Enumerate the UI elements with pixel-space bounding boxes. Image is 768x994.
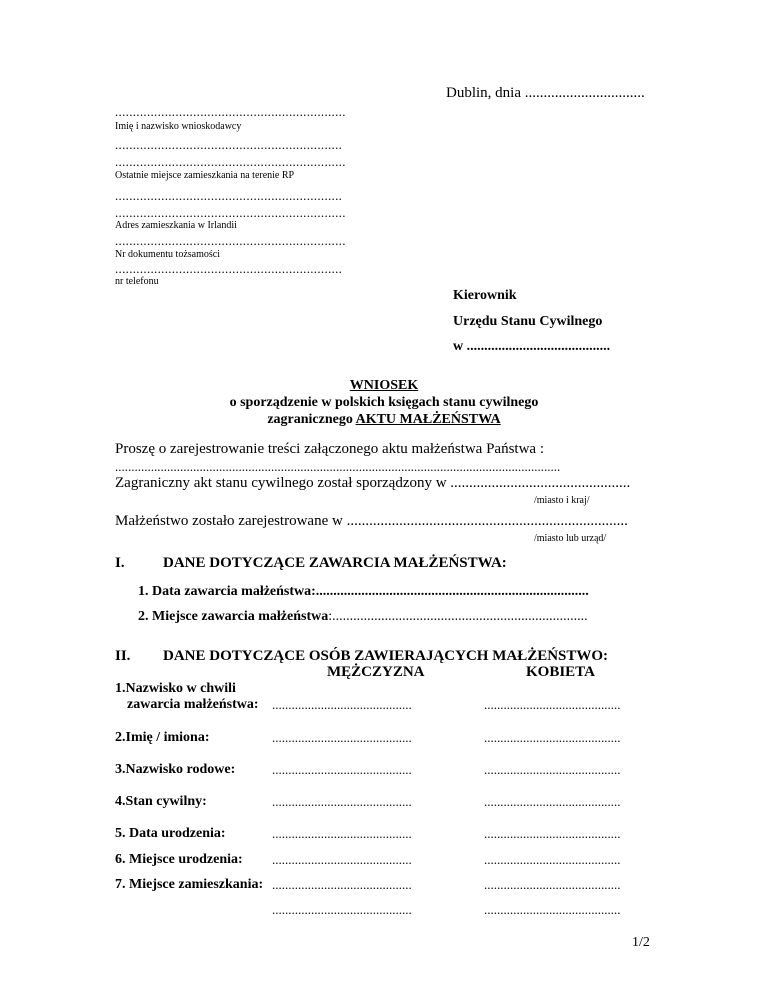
row-label-first-names: 2.Imię / imiona: [115,730,210,745]
subtitle-underlined: AKTU MAŁŻEŃSTWA [355,412,501,427]
row-dots-man: ........................................... [272,697,412,712]
applicant-name-caption: Imię i nazwisko wnioskodawcy [115,121,242,132]
marriage-date-item: 1. Data zawarcia małżeństwa:.............................................................................. [138,584,589,599]
request-text: Proszę o zarejestrowanie treści załączonego aktu małżeństwa Państwa : [115,441,544,457]
foreign-act-caption: /miasto i kraj/ [534,495,590,506]
row-dots-woman: .......................................... [484,730,621,745]
applicant-name-dots: ................................................................. [115,104,346,119]
column-man: MĘŻCZYZNA [327,664,425,680]
marriage-place-item [138,609,588,625]
marriage-place-dots: :......................................................................... [328,609,588,624]
place-date: Dublin, dnia ................................ [446,85,645,101]
recipient-title: Kierownik [453,288,517,303]
last-residence-caption: Ostatnie miejsce zamieszkania na terenie RP [115,170,295,181]
row-label-surname-at-marriage-1: 1.Nazwisko w chwili [115,681,236,696]
section2-heading: DANE DOTYCZĄCE OSÓB ZAWIERAJĄCYCH MAŁŻEŃSTWO: [163,648,609,664]
row-dots-woman: .......................................... [484,877,621,892]
registered-caption: /miasto lub urząd/ [534,533,607,544]
row-dots-woman-extra: .......................................... [484,902,621,917]
last-residence-dots-2: ................................................................. [115,154,346,169]
address-ireland-dots-1: ................................................................ [115,188,343,203]
registered-text: Małżeństwo zostało zarejestrowane w ........................................................................... [115,513,628,529]
id-document-caption: Nr dokumentu tożsamości [115,249,220,260]
row-dots-man: ........................................... [272,730,412,745]
address-ireland-caption: Adres zamieszkania w Irlandii [115,220,237,231]
row-dots-woman: .......................................... [484,852,621,867]
row-dots-woman: .......................................... [484,826,621,841]
row-dots-woman: .......................................... [484,762,621,777]
row-label-surname-at-marriage-2: zawarcia małżeństwa: [127,697,259,712]
row-dots-man: ........................................... [272,877,412,892]
document-subtitle-2 [0,412,768,428]
recipient-office: Urzędu Stanu Cywilnego [453,314,603,329]
row-dots-woman: .......................................... [484,697,621,712]
subtitle-prefix: zagranicznego [267,412,356,427]
couple-dots: ......................................................................................................................................... [115,459,561,474]
row-label-maiden-name: 3.Nazwisko rodowe: [115,762,236,777]
phone-dots: ................................................................ [115,261,343,276]
last-residence-dots-1: ................................................................ [115,137,343,152]
row-label-civil-status: 4.Stan cywilny: [115,794,207,809]
page-number: 1/2 [632,935,650,950]
column-woman: KOBIETA [526,664,595,680]
id-document-dots: ................................................................. [115,233,346,248]
row-dots-man: ........................................... [272,826,412,841]
row-dots-man-extra: ........................................... [272,902,412,917]
row-dots-man: ........................................... [272,852,412,867]
row-label-birth-date: 5. Data urodzenia: [115,826,226,841]
foreign-act-text: Zagraniczny akt stanu cywilnego został sporządzony w ................................................ [115,475,631,491]
row-dots-man: ........................................... [272,762,412,777]
row-label-birth-place: 6. Miejsce urodzenia: [115,852,243,867]
address-ireland-dots-2: ................................................................. [115,205,346,220]
marriage-place-label: 2. Miejsce zawarcia małżeństwa [138,609,329,624]
section1-heading: DANE DOTYCZĄCE ZAWARCIA MAŁŻEŃSTWA: [163,555,507,571]
section2-numeral: II. [115,648,131,664]
document-subtitle-1: o sporządzenie w polskich księgach stanu cywilnego [229,395,539,410]
row-dots-man: ........................................... [272,794,412,809]
recipient-place: w ......................................... [453,339,611,354]
document-title: WNIOSEK [349,378,419,393]
row-dots-woman: .......................................... [484,794,621,809]
section1-numeral: I. [115,555,125,571]
row-label-residence: 7. Miejsce zamieszkania: [115,877,264,892]
phone-caption: nr telefonu [115,276,159,287]
